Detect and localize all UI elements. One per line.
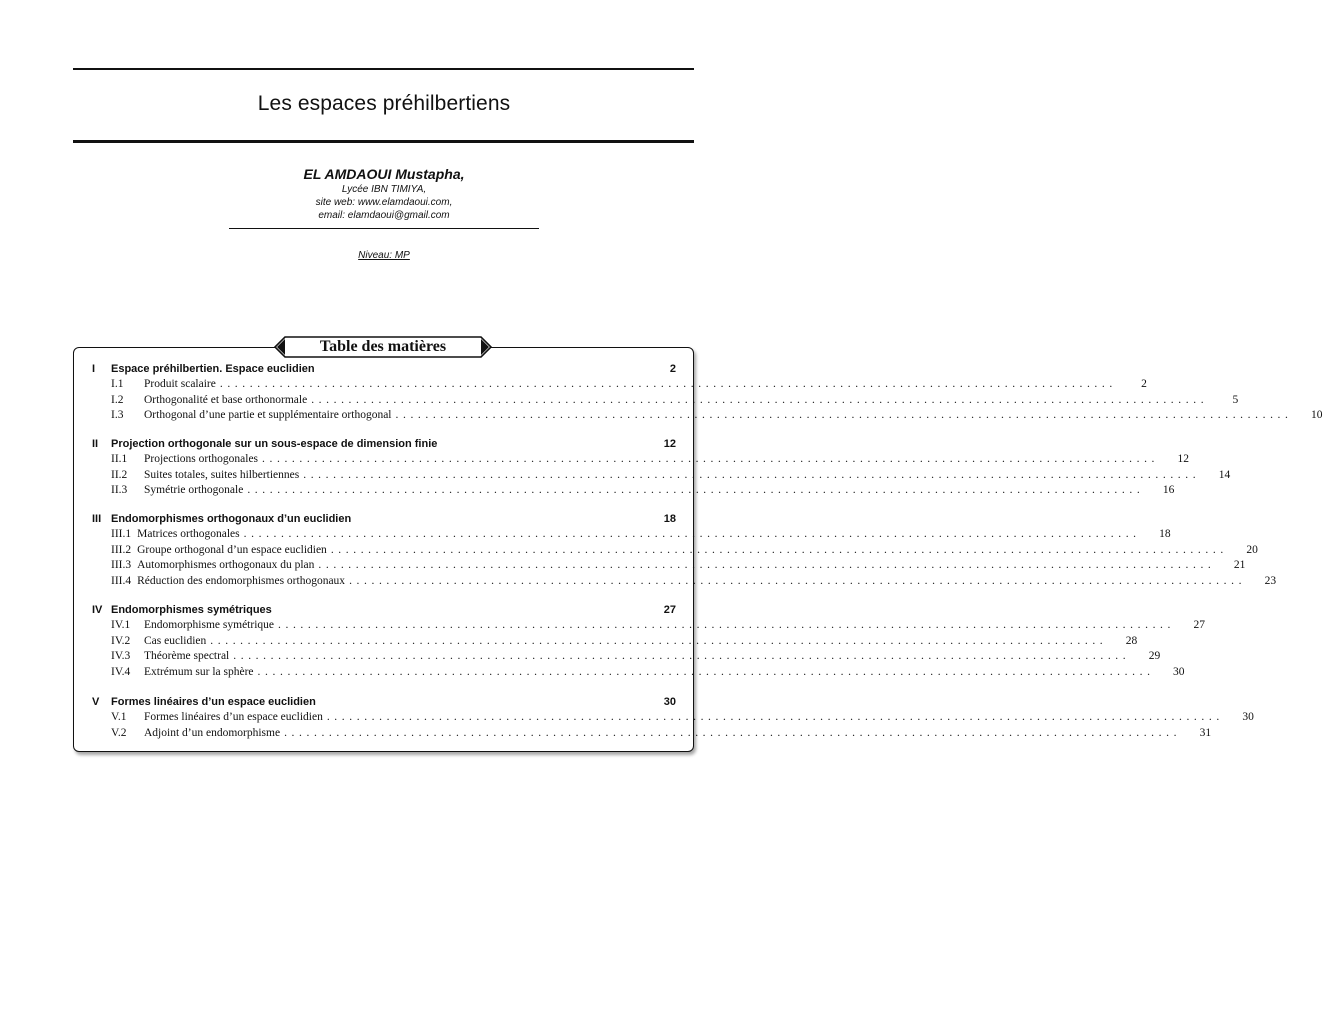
toc-subsection[interactable] bbox=[92, 377, 1147, 393]
toc-subsection-title: Automorphismes orthogonaux du plan bbox=[137, 559, 315, 572]
toc-section-title: Espace préhilbertien. Espace euclidien bbox=[111, 363, 315, 375]
toc-section-number: V bbox=[92, 696, 100, 708]
toc-subsection-number: IV.4 bbox=[111, 666, 131, 679]
author-school: Lycée IBN TIMIYA, bbox=[341, 184, 427, 195]
toc-section bbox=[92, 436, 1231, 499]
toc-subsection[interactable] bbox=[92, 483, 1175, 499]
toc-subsection-page: 28 bbox=[1125, 634, 1138, 647]
toc-section-page: 30 bbox=[663, 696, 676, 708]
toc-section-heading[interactable] bbox=[92, 694, 676, 710]
author-email: email: elamdaoui@gmail.com bbox=[318, 210, 450, 221]
toc-leader-dots: ........................................................................................................................ bbox=[262, 453, 1160, 465]
toc-leader-dots: ........................................................................................................................ bbox=[243, 528, 1141, 540]
toc-subsection-number: IV.2 bbox=[111, 634, 131, 647]
toc-subsection[interactable] bbox=[92, 665, 1185, 681]
toc-subsection-title: Orthogonal d’une partie et supplémentaire orthogonal bbox=[144, 409, 392, 422]
toc-leader-dots: ........................................................................................................................ bbox=[257, 666, 1155, 679]
author-name: EL AMDAOUI Mustapha, bbox=[303, 166, 465, 182]
toc-subsection-number: III.2 bbox=[111, 543, 132, 556]
toc-subsection[interactable] bbox=[92, 710, 1254, 726]
toc-section-page: 18 bbox=[663, 513, 676, 525]
toc-subsection-number: II.1 bbox=[111, 453, 128, 465]
toc-subsection-number: III.1 bbox=[111, 528, 132, 540]
toc-leader-dots: ........................................................................................................................ bbox=[247, 484, 1145, 497]
toc-subsection-number: V.1 bbox=[111, 711, 127, 723]
toc-subsection-page: 12 bbox=[1177, 453, 1190, 465]
toc-subsection-title: Matrices orthogonales bbox=[137, 528, 240, 540]
toc-subsection[interactable] bbox=[92, 452, 1190, 468]
toc-subsection-page: 30 bbox=[1173, 666, 1185, 679]
toc-section-heading[interactable] bbox=[92, 602, 676, 618]
toc-subsection[interactable] bbox=[92, 393, 1239, 409]
toc-leader-dots: ........................................................................................................................ bbox=[233, 650, 1131, 663]
toc-leader-dots: ........................................................................................................................ bbox=[318, 559, 1216, 572]
toc-subsection-title: Adjoint d’un endomorphisme bbox=[144, 726, 281, 739]
toc-subsection-page: 14 bbox=[1218, 468, 1231, 481]
toc-section bbox=[92, 602, 1205, 681]
toc-subsection-page: 31 bbox=[1199, 726, 1212, 739]
toc-subsection-number: II.2 bbox=[111, 468, 128, 481]
title-rule-bottom bbox=[73, 140, 694, 143]
toc-leader-dots: ........................................................................................................................ bbox=[311, 393, 1209, 406]
toc-section-title: Endomorphismes orthogonaux d’un euclidien bbox=[111, 513, 352, 525]
toc-subsection-title: Formes linéaires d’un espace euclidien bbox=[144, 711, 323, 723]
toc-leader-dots: ........................................................................................................................ bbox=[326, 711, 1224, 723]
toc-subsection[interactable] bbox=[92, 649, 1161, 665]
toc-section bbox=[92, 694, 1254, 741]
toc-section-number: IV bbox=[92, 604, 103, 616]
author-rule bbox=[229, 228, 539, 229]
level-text: Niveau: MP bbox=[358, 250, 410, 261]
toc-leader-dots: ........................................................................................................................ bbox=[219, 378, 1117, 390]
toc-subsection-number: III.3 bbox=[111, 559, 132, 572]
author-website: site web: www.elamdaoui.com, bbox=[315, 197, 453, 208]
toc-subsection-title: Produit scalaire bbox=[144, 378, 216, 390]
toc-subsection[interactable] bbox=[92, 574, 1277, 590]
toc-subsection-title: Projections orthogonales bbox=[144, 453, 259, 465]
toc-subsection-number: I.2 bbox=[111, 393, 124, 406]
level-label bbox=[0, 250, 768, 261]
toc-subsection[interactable] bbox=[92, 468, 1231, 484]
toc-section-title: Formes linéaires d’un espace euclidien bbox=[111, 696, 316, 708]
toc-subsection-page: 23 bbox=[1264, 575, 1277, 588]
toc-section bbox=[92, 361, 1323, 424]
toc-subsection-title: Extrémum sur la sphère bbox=[144, 666, 254, 679]
document-title: Les espaces préhilbertiens bbox=[257, 92, 511, 115]
toc-subsection-title: Suites totales, suites hilbertiennes bbox=[144, 468, 300, 481]
toc-subsection[interactable] bbox=[92, 726, 1212, 742]
title-rule-top bbox=[73, 68, 694, 70]
toc-section-heading[interactable] bbox=[92, 511, 676, 527]
toc-section-title: Projection orthogonale sur un sous-espace de dimension finie bbox=[111, 438, 438, 450]
toc-subsection-number: I.1 bbox=[111, 378, 124, 390]
toc-title-banner bbox=[274, 336, 492, 358]
toc-subsection-title: Symétrie orthogonale bbox=[144, 484, 244, 497]
toc-subsection-page: 27 bbox=[1193, 619, 1205, 631]
toc-subsection-title: Orthogonalité et base orthonormale bbox=[144, 393, 308, 406]
toc-subsection-number: V.2 bbox=[111, 726, 127, 739]
toc-leader-dots: ........................................................................................................................ bbox=[349, 575, 1247, 588]
toc-subsection-title: Groupe orthogonal d’un espace euclidien bbox=[137, 543, 327, 556]
toc-subsection-title: Réduction des endomorphismes orthogonaux bbox=[137, 575, 346, 588]
toc-section-page: 27 bbox=[663, 604, 676, 616]
toc-subsection-page: 20 bbox=[1246, 543, 1258, 556]
toc-subsection-page: 29 bbox=[1148, 650, 1161, 663]
toc-subsection-page: 21 bbox=[1233, 559, 1246, 572]
toc-section-number: III bbox=[92, 513, 102, 525]
toc-section-page: 2 bbox=[669, 363, 676, 375]
toc-subsection-number: III.4 bbox=[111, 575, 132, 588]
toc-subsection[interactable] bbox=[92, 527, 1171, 543]
toc-leader-dots: ........................................................................................................................ bbox=[330, 543, 1228, 556]
toc-leader-dots: ........................................................................................................................ bbox=[278, 619, 1175, 631]
toc-subsection[interactable] bbox=[92, 558, 1246, 574]
toc-section-page: 12 bbox=[663, 438, 676, 450]
toc-leader-dots: ........................................................................................................................ bbox=[303, 468, 1201, 481]
toc-subsection-page: 30 bbox=[1242, 711, 1254, 723]
toc-subsection[interactable] bbox=[92, 634, 1138, 650]
toc-section-heading[interactable] bbox=[92, 361, 676, 377]
toc-subsection[interactable] bbox=[92, 543, 1258, 559]
toc-subsection-page: 5 bbox=[1232, 393, 1239, 406]
toc-subsection-page: 16 bbox=[1162, 484, 1175, 497]
toc-subsection-page: 2 bbox=[1141, 378, 1147, 390]
toc-subsection-title: Théorème spectral bbox=[144, 650, 230, 663]
toc-subsection-page: 18 bbox=[1159, 528, 1171, 540]
toc-subsection-number: IV.1 bbox=[111, 619, 131, 631]
toc-subsection-number: IV.3 bbox=[111, 650, 131, 663]
toc-leader-dots: ........................................................................................................................ bbox=[395, 409, 1293, 422]
toc-subsection-title: Endomorphisme symétrique bbox=[144, 619, 274, 631]
toc-subsection-title: Cas euclidien bbox=[144, 634, 207, 647]
toc-section-number: I bbox=[92, 363, 96, 375]
toc-subsection[interactable] bbox=[92, 618, 1205, 634]
toc-subsection-page: 10 bbox=[1311, 409, 1323, 422]
toc-leader-dots: ........................................................................................................................ bbox=[284, 726, 1182, 739]
toc-section-title: Endomorphismes symétriques bbox=[111, 604, 272, 616]
toc-subsection-number: I.3 bbox=[111, 409, 124, 422]
toc-section-number: II bbox=[92, 438, 99, 450]
toc-subsection[interactable] bbox=[92, 408, 1323, 424]
toc-section-heading[interactable] bbox=[92, 436, 676, 452]
toc-subsection-number: II.3 bbox=[111, 484, 128, 497]
toc-section bbox=[92, 511, 1277, 590]
author-block bbox=[0, 166, 768, 222]
toc-title: Table des matières bbox=[319, 338, 447, 355]
toc-leader-dots: ........................................................................................................................ bbox=[210, 634, 1108, 647]
